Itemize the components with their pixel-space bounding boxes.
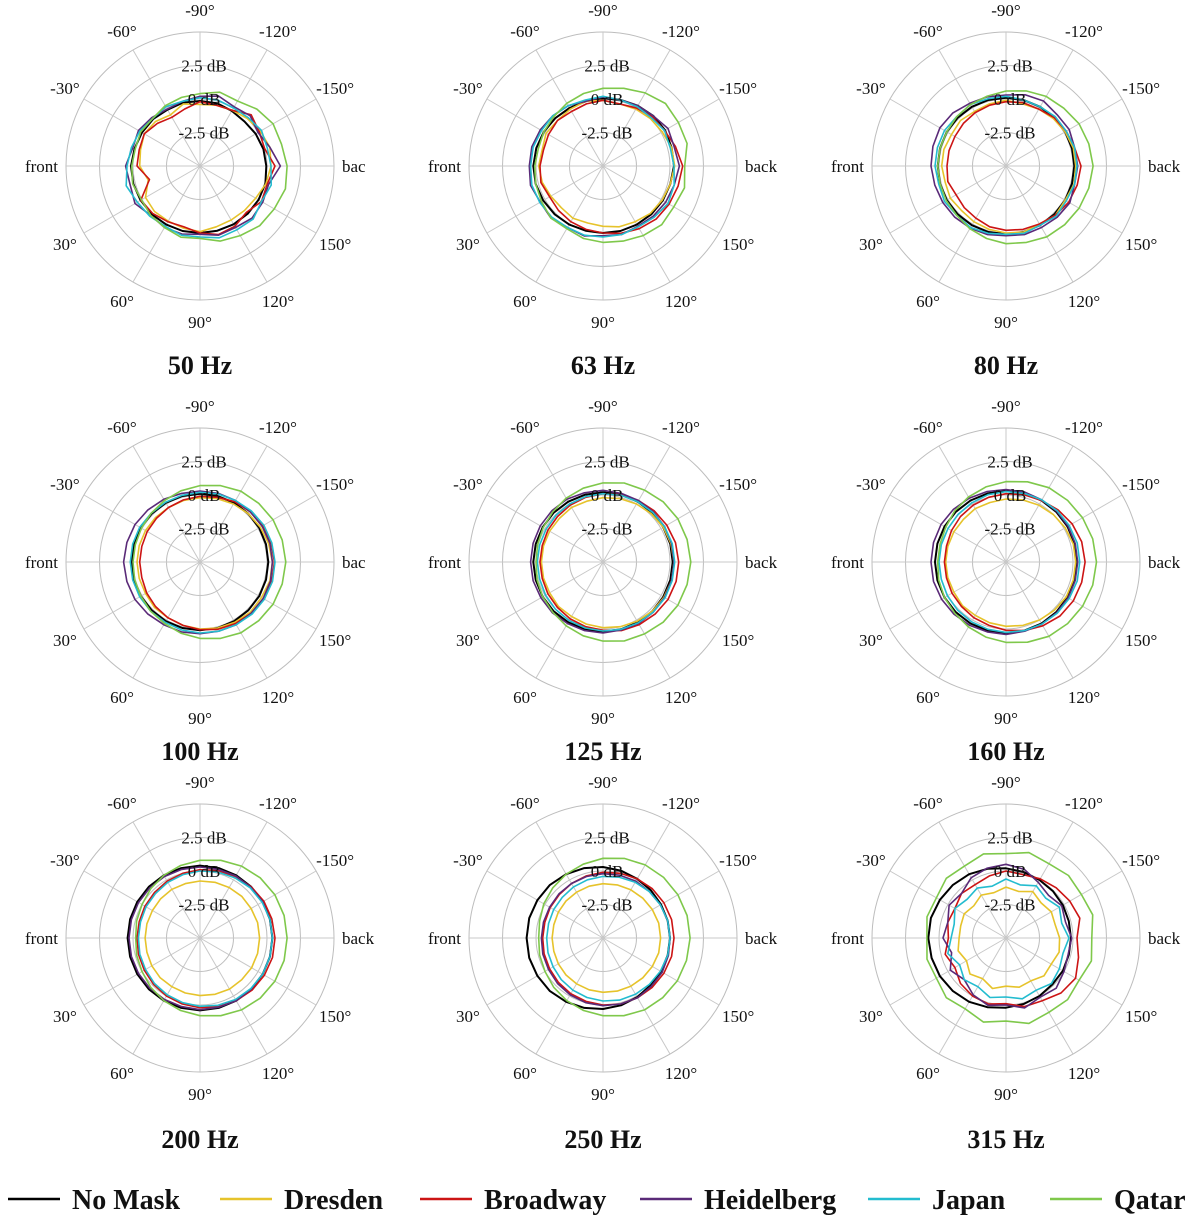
radial-tick-label: 2.5 dB — [181, 56, 227, 76]
angle-tick-label: front — [24, 553, 58, 572]
angle-tick-label: 90° — [994, 709, 1018, 728]
panels-layer — [25, 1, 1181, 1154]
polar-panel — [25, 397, 366, 766]
polar-panel — [428, 397, 778, 766]
radial-tick-label: 0 dB — [187, 862, 221, 881]
angle-tick-label: 30° — [858, 631, 883, 650]
angle-tick-label: front — [427, 553, 461, 572]
angle-tick-label: 30° — [858, 235, 883, 254]
radial-tick-label: 2.5 dB — [584, 56, 630, 76]
angle-tick-label: -120° — [1065, 417, 1103, 437]
angle-tick-label: 30° — [52, 1007, 77, 1026]
angle-tick-label: 60° — [110, 688, 134, 708]
angle-tick-label: -120° — [259, 417, 297, 437]
angle-tick-label: 120° — [261, 688, 295, 708]
angle-tick-label: -60° — [510, 21, 540, 41]
radial-tick-label: 0 dB — [993, 90, 1027, 109]
angle-tick-label: 60° — [513, 292, 537, 312]
angle-tick-label: 90° — [591, 1085, 615, 1104]
angle-tick-label: -150° — [1122, 475, 1161, 494]
angle-tick-label: 60° — [513, 1064, 537, 1084]
grid-spoke — [603, 562, 719, 629]
angle-tick-label: -90° — [185, 397, 215, 416]
angle-tick-label: -150° — [1122, 79, 1161, 98]
angle-tick-label: -90° — [588, 773, 618, 792]
angle-tick-label: -60° — [913, 417, 943, 437]
angle-tick-label: 30° — [858, 1007, 883, 1026]
polar-panel — [428, 1, 778, 380]
angle-tick-label: -60° — [913, 793, 943, 813]
angle-tick-label: 120° — [664, 292, 698, 312]
grid-spoke — [536, 938, 603, 1054]
legend-item — [1050, 1185, 1186, 1216]
legend-item — [640, 1185, 836, 1216]
angle-tick-label: front — [830, 929, 864, 948]
angle-tick-label: 150° — [318, 631, 352, 650]
polar-panel — [25, 1, 366, 380]
angle-tick-label: front — [427, 929, 461, 948]
panel-title: 200 Hz — [161, 1125, 239, 1154]
angle-tick-label: -30° — [856, 475, 886, 494]
angle-tick-label: 90° — [188, 709, 212, 728]
radial-tick-label: -2.5 dB — [178, 895, 230, 915]
legend-label: Japan — [932, 1185, 1006, 1216]
angle-tick-label: 150° — [1124, 631, 1158, 650]
radial-tick-label: 2.5 dB — [987, 828, 1033, 848]
angle-tick-label: -30° — [453, 475, 483, 494]
angle-tick-label: 90° — [188, 1085, 212, 1104]
grid-spoke — [890, 938, 1006, 1005]
angle-tick-label: -150° — [316, 475, 355, 494]
legend-label: No Mask — [72, 1185, 181, 1216]
radial-tick-label: 2.5 dB — [584, 452, 630, 472]
angle-tick-label: 60° — [110, 292, 134, 312]
angle-tick-label: 90° — [994, 1085, 1018, 1104]
angle-tick-label: 90° — [591, 709, 615, 728]
angle-tick-label: -150° — [719, 475, 758, 494]
radial-tick-label: -2.5 dB — [581, 895, 633, 915]
radial-tick-label: 2.5 dB — [987, 452, 1033, 472]
angle-tick-label: 30° — [455, 631, 480, 650]
grid-spoke — [603, 562, 670, 678]
angle-tick-label: back — [342, 929, 375, 948]
angle-tick-label: 30° — [52, 631, 77, 650]
panel-title: 50 Hz — [167, 351, 233, 380]
grid-spoke — [200, 562, 316, 629]
angle-tick-label: -90° — [991, 773, 1021, 792]
radial-tick-label: 0 dB — [993, 486, 1027, 505]
angle-tick-label: 120° — [261, 292, 295, 312]
panel-title: 100 Hz — [161, 737, 239, 766]
grid-spoke — [1006, 562, 1122, 629]
panel-title: 250 Hz — [564, 1125, 642, 1154]
radial-tick-label: 2.5 dB — [987, 56, 1033, 76]
radial-tick-label: 2.5 dB — [181, 828, 227, 848]
angle-tick-label: 120° — [1067, 292, 1101, 312]
angle-tick-label: 90° — [188, 313, 212, 332]
polar-panel — [428, 773, 778, 1154]
radial-tick-label: -2.5 dB — [178, 519, 230, 539]
angle-tick-label: 120° — [261, 1064, 295, 1084]
angle-tick-label: front — [24, 929, 58, 948]
angle-tick-label: -90° — [588, 1, 618, 20]
angle-tick-label: 60° — [916, 292, 940, 312]
radial-tick-label: -2.5 dB — [581, 519, 633, 539]
angle-tick-label: -60° — [107, 21, 137, 41]
angle-tick-label: front — [427, 157, 461, 176]
angle-tick-label: -120° — [259, 793, 297, 813]
angle-tick-label: 150° — [1124, 235, 1158, 254]
angle-tick-label: bac — [342, 553, 366, 572]
angle-tick-label: -90° — [991, 397, 1021, 416]
polar-panel — [831, 1, 1181, 380]
legend-item — [8, 1185, 181, 1216]
legend-label: Heidelberg — [704, 1185, 837, 1216]
grid-spoke — [603, 166, 719, 233]
angle-tick-label: -30° — [453, 851, 483, 870]
grid-spoke — [200, 562, 267, 678]
angle-tick-label: -60° — [107, 417, 137, 437]
radial-tick-label: 0 dB — [993, 862, 1027, 881]
angle-tick-label: -120° — [662, 793, 700, 813]
panel-title: 63 Hz — [570, 351, 636, 380]
angle-tick-label: 120° — [664, 1064, 698, 1084]
angle-tick-label: 150° — [721, 235, 755, 254]
angle-tick-label: 30° — [52, 235, 77, 254]
radial-tick-label: -2.5 dB — [581, 123, 633, 143]
angle-tick-label: -90° — [185, 773, 215, 792]
radial-tick-label: 2.5 dB — [584, 828, 630, 848]
series-line-qatar — [535, 88, 687, 242]
angle-tick-label: -30° — [50, 79, 80, 98]
radial-tick-label: 0 dB — [590, 862, 624, 881]
legend-label: Qatar — [1114, 1185, 1186, 1216]
radial-tick-label: -2.5 dB — [984, 123, 1036, 143]
angle-tick-label: back — [1148, 553, 1181, 572]
legend-label: Dresden — [284, 1185, 384, 1216]
grid-spoke — [603, 938, 670, 1054]
grid-spoke — [84, 562, 200, 629]
angle-tick-label: -30° — [453, 79, 483, 98]
angle-tick-label: back — [1148, 929, 1181, 948]
legend-item — [420, 1185, 606, 1216]
angle-tick-label: -90° — [991, 1, 1021, 20]
angle-tick-label: -30° — [856, 851, 886, 870]
series-line-qatar — [938, 91, 1093, 244]
angle-tick-label: -90° — [588, 397, 618, 416]
polar-panel — [831, 397, 1181, 766]
angle-tick-label: -150° — [316, 851, 355, 870]
legend-item — [868, 1185, 1006, 1216]
angle-tick-label: 60° — [513, 688, 537, 708]
radial-tick-label: 0 dB — [590, 486, 624, 505]
series-line-dresden — [946, 499, 1076, 626]
angle-tick-label: 150° — [318, 1007, 352, 1026]
angle-tick-label: -60° — [510, 417, 540, 437]
panel-title: 315 Hz — [967, 1125, 1045, 1154]
angle-tick-label: -150° — [719, 851, 758, 870]
angle-tick-label: 60° — [916, 688, 940, 708]
angle-tick-label: -60° — [107, 793, 137, 813]
angle-tick-label: 120° — [1067, 1064, 1101, 1084]
angle-tick-label: -120° — [1065, 21, 1103, 41]
radial-tick-label: -2.5 dB — [178, 123, 230, 143]
panel-title: 125 Hz — [564, 737, 642, 766]
series-line-qatar — [132, 92, 287, 241]
angle-tick-label: front — [830, 157, 864, 176]
angle-tick-label: 60° — [110, 1064, 134, 1084]
angle-tick-label: 150° — [318, 235, 352, 254]
series-line-dresden — [541, 498, 674, 628]
angle-tick-label: -90° — [185, 1, 215, 20]
series-line-broadway — [540, 100, 683, 233]
angle-tick-label: -120° — [259, 21, 297, 41]
angle-tick-label: -150° — [316, 79, 355, 98]
panel-title: 80 Hz — [973, 351, 1039, 380]
angle-tick-label: back — [745, 929, 778, 948]
angle-tick-label: -30° — [50, 851, 80, 870]
angle-tick-label: -60° — [913, 21, 943, 41]
angle-tick-label: bac — [342, 157, 366, 176]
angle-tick-label: 60° — [916, 1064, 940, 1084]
angle-tick-label: back — [1148, 157, 1181, 176]
angle-tick-label: 120° — [664, 688, 698, 708]
grid-spoke — [1006, 166, 1122, 233]
series-line-japan — [138, 871, 272, 1006]
angle-tick-label: 30° — [455, 235, 480, 254]
legend-item — [220, 1185, 383, 1216]
angle-tick-label: front — [24, 157, 58, 176]
angle-tick-label: front — [830, 553, 864, 572]
angle-tick-label: 150° — [1124, 1007, 1158, 1026]
radial-tick-label: -2.5 dB — [984, 895, 1036, 915]
legend — [8, 1185, 1186, 1216]
angle-tick-label: -120° — [1065, 793, 1103, 813]
angle-tick-label: -60° — [510, 793, 540, 813]
legend-label: Broadway — [484, 1185, 607, 1216]
angle-tick-label: back — [745, 553, 778, 572]
angle-tick-label: 120° — [1067, 688, 1101, 708]
angle-tick-label: 150° — [721, 631, 755, 650]
polar-panel — [831, 773, 1181, 1154]
angle-tick-label: 90° — [591, 313, 615, 332]
radial-tick-label: 2.5 dB — [181, 452, 227, 472]
radial-tick-label: 0 dB — [187, 90, 221, 109]
angle-tick-label: back — [745, 157, 778, 176]
radial-tick-label: -2.5 dB — [984, 519, 1036, 539]
angle-tick-label: -150° — [1122, 851, 1161, 870]
angle-tick-label: 30° — [455, 1007, 480, 1026]
angle-tick-label: -30° — [856, 79, 886, 98]
angle-tick-label: -30° — [50, 475, 80, 494]
angle-tick-label: -150° — [719, 79, 758, 98]
angle-tick-label: 150° — [721, 1007, 755, 1026]
series-line-broadway — [543, 872, 674, 1005]
angle-tick-label: 90° — [994, 313, 1018, 332]
polar-panel — [25, 773, 375, 1154]
angle-tick-label: -120° — [662, 21, 700, 41]
angle-tick-label: -120° — [662, 417, 700, 437]
panel-title: 160 Hz — [967, 737, 1045, 766]
radial-tick-label: 0 dB — [590, 90, 624, 109]
radial-tick-label: 0 dB — [187, 486, 221, 505]
